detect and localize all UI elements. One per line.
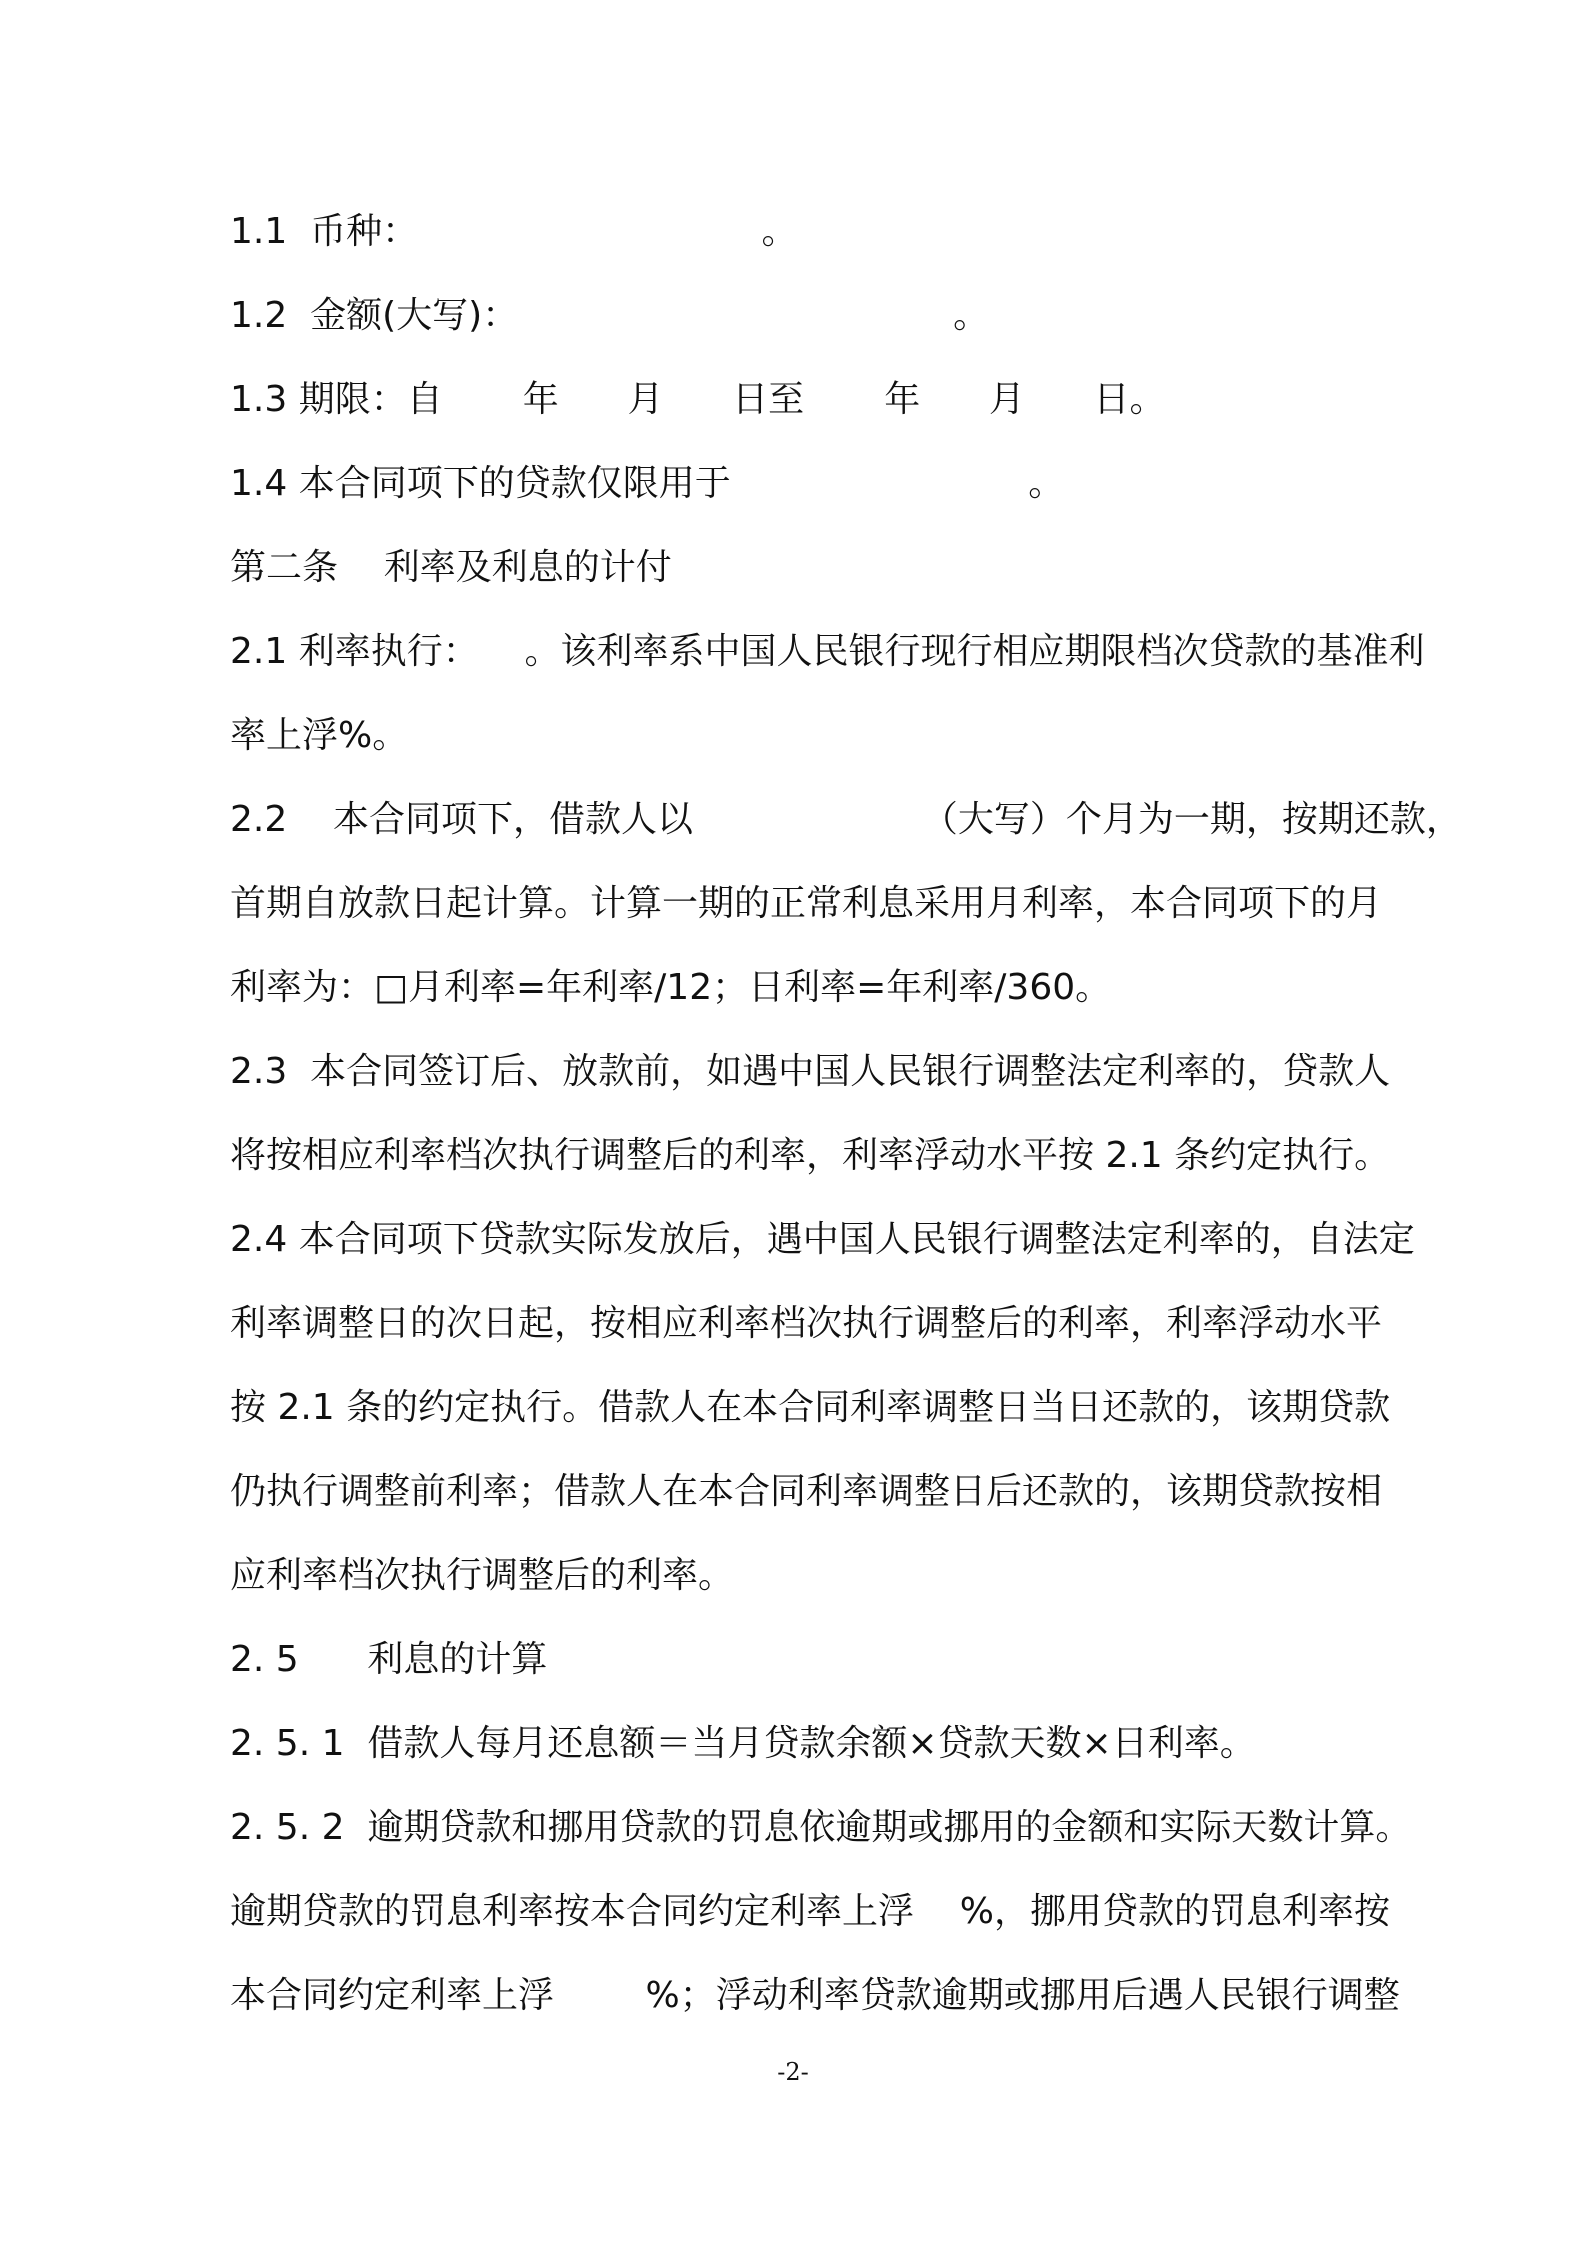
clause-2-4-line-3: 按 2.1 条的约定执行。借款人在本合同利率调整日当日还款的，该期贷款	[230, 1387, 1391, 1428]
clause-2-5-2-line-1: 2. 5. 2 逾期贷款和挪用贷款的罚息依逾期或挪用的金额和实际天数计算。	[230, 1807, 1412, 1848]
clause-2-5-heading: 2. 5 利息的计算	[230, 1639, 548, 1680]
clause-2-5-1: 2. 5. 1 借款人每月还息额＝当月贷款余额×贷款天数×日利率。	[230, 1723, 1256, 1764]
clause-2-5-2-line-3: 本合同约定利率上浮 %；浮动利率贷款逾期或挪用后遇人民银行调整	[230, 1975, 1400, 2016]
clause-1-4-purpose: 1.4 本合同项下的贷款仅限用于 。	[230, 463, 1065, 504]
clause-2-4-line-1: 2.4 本合同项下贷款实际发放后，遇中国人民银行调整法定利率的，自法定	[230, 1219, 1415, 1260]
clause-1-2-amount: 1.2 金额(大写)： 。	[230, 295, 990, 336]
clause-2-1-line-2: 率上浮%。	[230, 715, 409, 756]
clause-2-3-line-1: 2.3 本合同签订后、放款前，如遇中国人民银行调整法定利率的，贷款人	[230, 1051, 1391, 1092]
clause-2-2-line-1: 2.2 本合同项下，借款人以 （大写）个月为一期，按期还款，	[230, 799, 1462, 840]
clause-2-4-line-4: 仍执行调整前利率；借款人在本合同利率调整日后还款的，该期贷款按相	[230, 1471, 1383, 1512]
page-number: -2-	[777, 2058, 809, 2086]
clause-1-3-term: 1.3 期限：自 年 月 日至 年 月 日。	[230, 379, 1166, 420]
clause-2-1-line-1: 2.1 利率执行： 。该利率系中国人民银行现行相应期限档次贷款的基准利	[230, 631, 1425, 672]
clause-2-3-line-2: 将按相应利率档次执行调整后的利率，利率浮动水平按 2.1 条约定执行。	[230, 1135, 1391, 1176]
clause-2-4-line-5: 应利率档次执行调整后的利率。	[230, 1555, 735, 1596]
clause-2-4-line-2: 利率调整日的次日起，按相应利率档次执行调整后的利率，利率浮动水平	[230, 1303, 1383, 1344]
clause-2-5-2-line-2: 逾期贷款的罚息利率按本合同约定利率上浮 %，挪用贷款的罚息利率按	[230, 1891, 1390, 1932]
document-body	[230, 190, 1462, 2038]
article-2-heading: 第二条 利率及利息的计付	[230, 547, 672, 588]
clause-2-2-line-2: 首期自放款日起计算。计算一期的正常利息采用月利率，本合同项下的月	[230, 883, 1383, 924]
clause-1-1-currency: 1.1 币种： 。	[230, 211, 798, 252]
clause-2-2-line-3: 利率为：□月利率=年利率/12；日利率=年利率/360。	[230, 967, 1112, 1008]
